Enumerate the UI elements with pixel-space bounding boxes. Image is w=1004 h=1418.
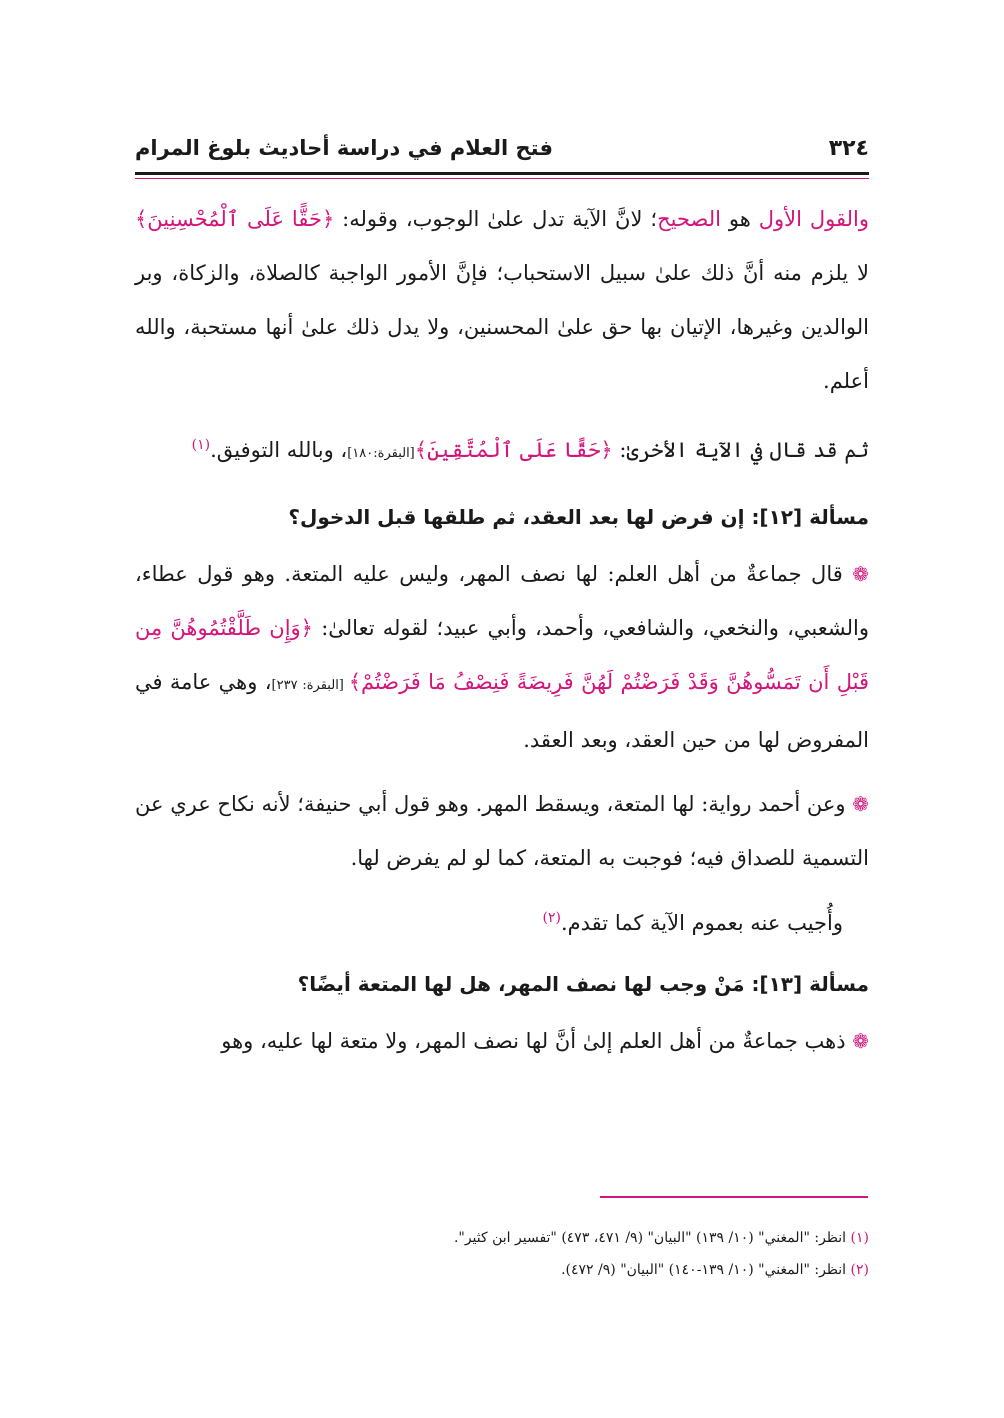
text-fragment: قال جماعةٌ من أهل العلم: لها نصف المهر، وليس عليه المتعة. وهو قول عطاء، والشعبي، والنخعي، والشافعي، وأحمد، وأبي عبيد؛ لقوله تعالىٰ: [135, 562, 869, 640]
paragraph-2 [135, 418, 869, 481]
footnote-1 [135, 1222, 869, 1254]
flower-bullet-icon: ❁ [852, 1029, 869, 1053]
issue-12-heading [135, 497, 869, 537]
text-fragment: هو [720, 207, 759, 231]
text-fragment: وعن أحمد رواية: لها المتعة، ويسقط المهر. وهو قول أبي حنيفة؛ لأنه نكاح عري عن التسمية للصداق فيه؛ فوجبت به المتعة، كما لو لم يفرض لها. [135, 792, 869, 870]
quran-reference: [البقرة:١٨٠] [347, 446, 415, 461]
issue-label: مسألة [١٣]: [751, 972, 869, 996]
issue-13-heading [135, 964, 869, 1004]
paragraph-3 [135, 547, 869, 767]
text-fragment: وأُجيب عنه بعموم الآية كما تقدم. [560, 911, 843, 935]
running-header [135, 130, 869, 166]
footnote-number: (٢) [850, 1262, 869, 1278]
quran-quote: ﴿حَقًّا عَلَى ٱلْمُحْسِنِينَ﴾ [135, 207, 335, 231]
issue-title: إن فرض لها بعد العقد، ثم طلقها قبل الدخول؟ [288, 505, 752, 529]
text-fragment: ؛ لانَّ الآية تدل علىٰ الوجوب، وقوله: [334, 207, 658, 231]
footnote-number: (١) [850, 1230, 869, 1246]
text-fragment: ، وبالله التوفيق. [210, 438, 348, 462]
paragraph-6 [135, 1014, 869, 1068]
footnotes [135, 1222, 869, 1286]
footnote-text: انظر: "المغني" (١٠/ ١٣٩) "البيان" (٩/ ٤٧١، ٤٧٣) "تفسير ابن كثير". [453, 1230, 851, 1246]
book-title: فتح العلام في دراسة أحاديث بلوغ المرام [135, 136, 553, 160]
footnote-marker-2[interactable]: (٢) [542, 910, 561, 926]
footnote-marker-1[interactable]: (١) [191, 437, 211, 453]
footnote-2 [135, 1254, 869, 1286]
footnote-text: انظر: "المغني" (١٠/ ١٣٩-١٤٠) "البيان" (٩/ ٤٧٢). [561, 1262, 851, 1278]
issue-title: مَنْ وجب لها نصف المهر، هل لها المتعة أيضًا؟ [297, 972, 752, 996]
header-rule-thick [135, 172, 869, 175]
text-fragment: ذهب جماعةٌ من أهل العلم إلىٰ أنَّ لها نصف المهر، ولا متعة لها عليه، وهو [221, 1029, 853, 1053]
header-rule-thin [135, 178, 869, 179]
flower-bullet-icon: ❁ [852, 562, 869, 586]
quran-quote: ﴿حَقًّا عَلَى ٱلْمُتَّقِينَ﴾ [414, 438, 613, 462]
page-number: ٣٢٤ [828, 135, 869, 161]
term-correct: الصحيح [657, 207, 721, 231]
paragraph-1 [135, 192, 869, 408]
text-fragment: لا يلزم منه أنَّ ذلك علىٰ سبيل الاستحباب؛ فإنَّ الأمور الواجبة كالصلاة، والزكاة، وبر الوالدين وغيرها، الإتيان بها حق علىٰ المحسنين، ولا يدل ذلك علىٰ أنها مستحبة، والله أعلم. [135, 261, 869, 393]
quran-reference: [البقرة: ٢٣٧] [271, 678, 349, 693]
paragraph-4 [135, 777, 869, 885]
text-fragment: ثم قد قال في الآية الأخرىٰ: [612, 438, 869, 462]
paragraph-5 [135, 891, 869, 950]
quran-quote: ﴿وَإِن طَلَّقْتُمُوهُنَّ مِن قَبْلِ أَن تَمَسُّوهُنَّ وَقَدْ فَرَضْتُمْ لَهُنَّ فَرِيضَةً فَنِصْفُ مَا فَرَضْتُمْ﴾ [135, 616, 869, 694]
footnote-separator [600, 1196, 868, 1198]
flower-bullet-icon: ❁ [852, 792, 869, 816]
page-body [135, 192, 869, 1068]
issue-label: مسألة [١٢]: [751, 505, 869, 529]
term-first-opinion: والقول الأول [758, 207, 869, 231]
text-fragment: ، وهي عامة في المفروض لها من حين العقد، وبعد العقد. [135, 670, 869, 752]
